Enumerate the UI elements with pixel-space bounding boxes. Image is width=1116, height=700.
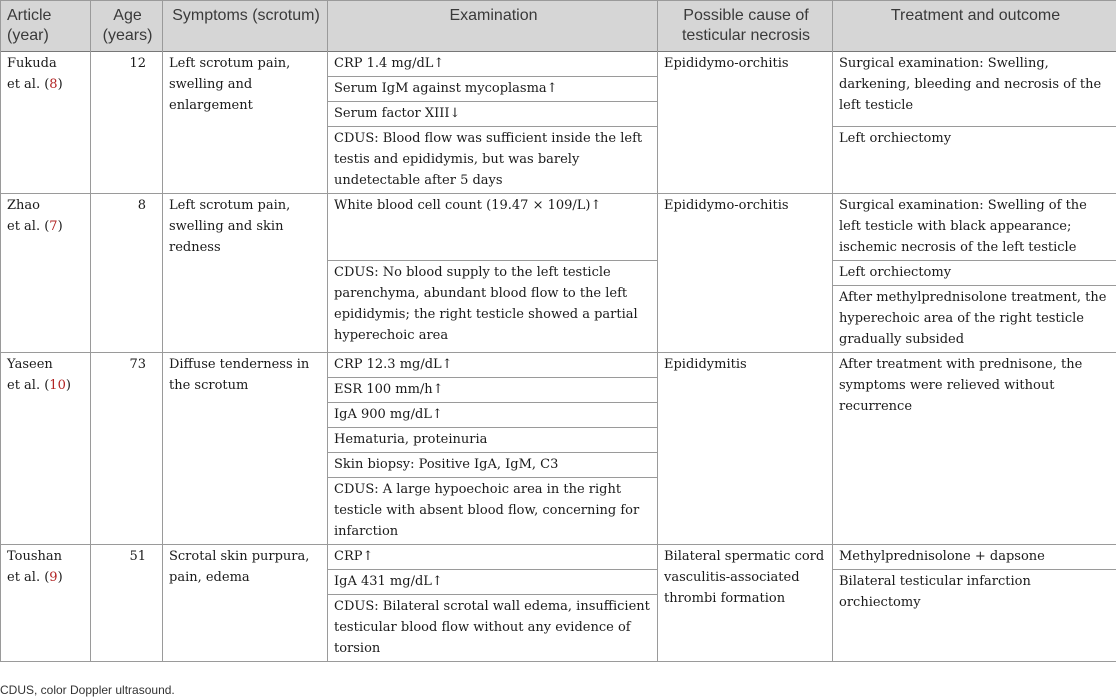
article-author: Toushan	[7, 549, 63, 564]
article-author: Yaseen	[7, 357, 53, 372]
header-age: Age (years)	[91, 1, 163, 52]
header-treatment: Treatment and outcome	[833, 1, 1116, 52]
table-header	[1, 1, 1116, 52]
exam-cell: Serum factor XIII↓	[328, 102, 658, 127]
exam-cell: Hematuria, proteinuria	[328, 428, 658, 453]
article-et-al: et al. (	[7, 570, 50, 585]
treatment-cell: Left orchiectomy	[833, 261, 1116, 286]
exam-cell: IgA 900 mg/dL↑	[328, 403, 658, 428]
exam-cell: CDUS: A large hypoechoic area in the right testicle with absent blood flow, concerning for infarction	[328, 478, 658, 545]
exam-cell: CRP↑	[328, 545, 658, 570]
reference-link[interactable]: 7	[49, 219, 58, 234]
reference-link[interactable]: 8	[49, 77, 58, 92]
table-footnote: CDUS, color Doppler ultrasound.	[0, 683, 175, 697]
article-cell	[1, 194, 91, 353]
header-symptoms: Symptoms (scrotum)	[163, 1, 328, 52]
header-cause: Possible cause of testicular necrosis	[658, 1, 833, 52]
symptoms-cell: Diffuse tenderness in the scrotum	[163, 353, 328, 545]
header-row	[1, 1, 1116, 52]
age-cell: 8	[91, 194, 163, 353]
exam-cell: CDUS: Bilateral scrotal wall edema, insufficient testicular blood flow without any evidence of torsion	[328, 595, 658, 662]
symptoms-cell: Left scrotum pain, swelling and enlargement	[163, 52, 328, 194]
exam-cell: IgA 431 mg/dL↑	[328, 570, 658, 595]
table-row	[1, 353, 1116, 378]
age-cell: 73	[91, 353, 163, 545]
exam-cell: CRP 1.4 mg/dL↑	[328, 52, 658, 77]
age-cell: 12	[91, 52, 163, 194]
article-ref-close: )	[65, 378, 71, 393]
article-et-al: et al. (	[7, 219, 50, 234]
reference-link[interactable]: 9	[49, 570, 58, 585]
article-cell	[1, 545, 91, 662]
exam-cell: CRP 12.3 mg/dL↑	[328, 353, 658, 378]
exam-cell: Skin biopsy: Positive IgA, IgM, C3	[328, 453, 658, 478]
cause-cell: Epididymo-orchitis	[658, 52, 833, 194]
cause-cell: Bilateral spermatic cord vasculitis-associated thrombi formation	[658, 545, 833, 662]
article-cell	[1, 52, 91, 194]
treatment-cell: Surgical examination: Swelling of the left testicle with black appearance; ischemic necrosis of the left testicle	[833, 194, 1116, 261]
symptoms-cell: Left scrotum pain, swelling and skin redness	[163, 194, 328, 353]
treatment-cell: Left orchiectomy	[833, 127, 1116, 194]
exam-cell: CDUS: Blood flow was sufficient inside the left testis and epididymis, but was barely undetectable after 5 days	[328, 127, 658, 194]
table-body	[1, 52, 1116, 662]
exam-cell: White blood cell count (19.47 × 109/L)↑	[328, 194, 658, 261]
exam-cell: CDUS: No blood supply to the left testicle parenchyma, abundant blood flow to the left epididymis; the right testicle showed a partial hyperechoic area	[328, 261, 658, 353]
article-et-al: et al. (	[7, 378, 50, 393]
article-ref-close: )	[57, 570, 63, 585]
article-author: Zhao	[7, 198, 40, 213]
treatment-cell: After methylprednisolone treatment, the hyperechoic area of the right testicle gradually subsided	[833, 286, 1116, 353]
header-article: Article (year)	[1, 1, 91, 52]
reference-link[interactable]: 10	[49, 378, 66, 393]
article-ref-close: )	[57, 77, 63, 92]
cause-cell: Epididymitis	[658, 353, 833, 545]
treatment-cell: Bilateral testicular infarction orchiectomy	[833, 570, 1116, 662]
treatment-cell: After treatment with prednisone, the symptoms were relieved without recurrence	[833, 353, 1116, 545]
exam-cell: Serum IgM against mycoplasma↑	[328, 77, 658, 102]
article-cell	[1, 353, 91, 545]
symptoms-cell: Scrotal skin purpura, pain, edema	[163, 545, 328, 662]
age-cell: 51	[91, 545, 163, 662]
treatment-cell: Surgical examination: Swelling, darkening, bleeding and necrosis of the left testicle	[833, 52, 1116, 127]
article-author: Fukuda	[7, 56, 57, 71]
treatment-cell: Methylprednisolone + dapsone	[833, 545, 1116, 570]
article-ref-close: )	[57, 219, 63, 234]
table-row	[1, 545, 1116, 570]
header-examination: Examination	[328, 1, 658, 52]
table-row	[1, 52, 1116, 77]
article-et-al: et al. (	[7, 77, 50, 92]
cause-cell: Epididymo-orchitis	[658, 194, 833, 353]
exam-cell: ESR 100 mm/h↑	[328, 378, 658, 403]
table-row	[1, 194, 1116, 261]
